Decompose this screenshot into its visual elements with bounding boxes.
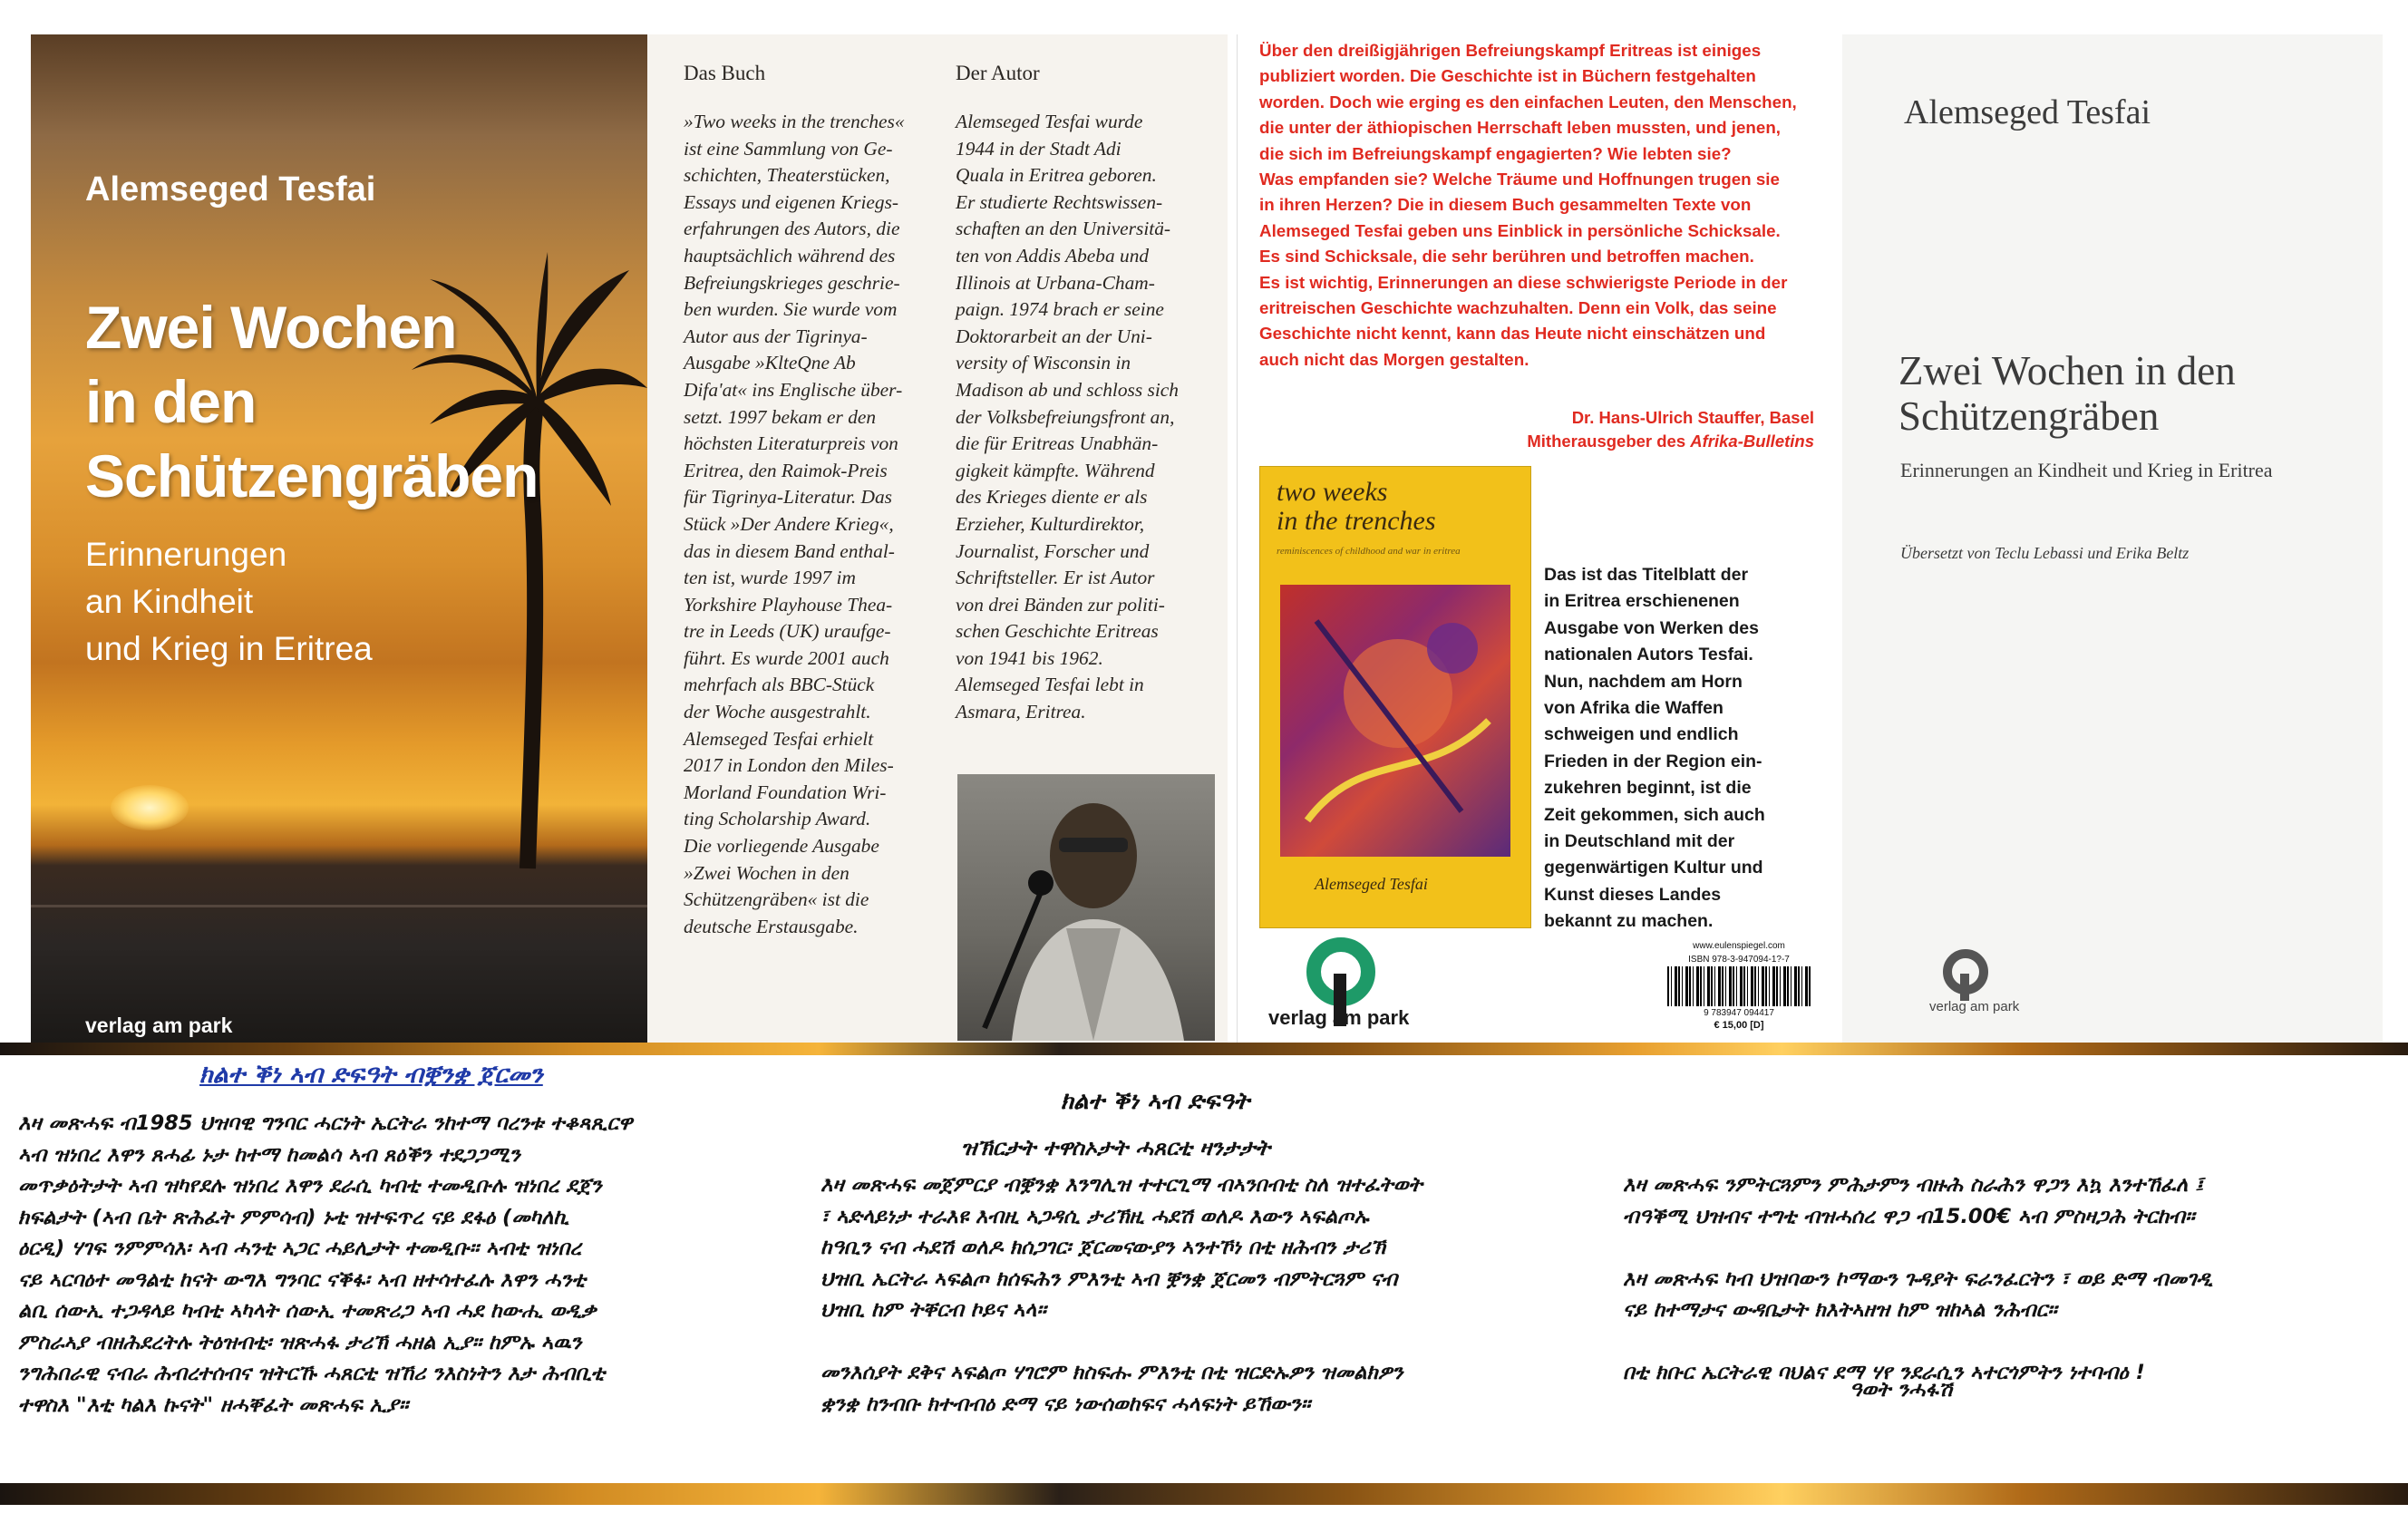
signature-role-prefix: Mitherausgeber des [1527,432,1691,451]
author-bio: Alemseged Tesfai wurde 1944 in der Stadt Adi Quala in Eritrea geboren. Er studierte Rechtswissen- schaften an den Universitä- ten von Addis Abeba und Illinois at Urbana-Cham- paign. 1974 brach er seine Doktorarbeit an der Uni- versity of Wisconsin in Madison ab und schloss sich der Volksbefreiungsfront an, die für Eritreas Unabhän- gigkeit kämpfte. Während des Krieges diente er als Erzieher, Kulturdirektor, Journalist, Forscher und Schriftsteller. Er ist Autor von drei Bänden zur politi- schen Geschichte Eritreas von 1941 bis 1962. Alemseged Tesfai lebt in Asmara, Eritrea. [956,111,1179,723]
title-page-logo-icon [1929,946,2038,1037]
inner-book-subtitle: reminiscences of childhood and war in eritrea [1277,546,1461,557]
author-heading: Der Autor [956,62,1040,84]
front-cover [31,34,647,1048]
title-page-publisher: verlag am park [1929,999,2020,1014]
author-silhouette-icon [957,774,1215,1041]
signature-role-italic: Afrika-Bulletins [1690,432,1814,451]
book-heading: Das Buch [684,62,766,84]
isbn-text: ISBN 978-3-947094-1?-7 [1688,955,1790,965]
signature-name: Dr. Hans-Ulrich Stauffer, Basel [1571,408,1814,427]
tigrinya-subheading: ዝኽርታት ተዋስኦታት ሓጸርቲ ዛንታታት [961,1135,1270,1160]
title-page-author: Alemseged Tesfai [1904,93,2151,131]
cover-title-line: Schützengräben [85,442,539,509]
back-publisher-name: verlag am park [1268,1006,1410,1029]
title-page-title [1898,348,2370,439]
cover-subtitle-line: an Kindheit [85,583,254,620]
isbn-barcode [1662,941,1816,1043]
eritrean-edition-cover [1259,466,1531,928]
back-quote: Über den dreißigjährigen Befreiungskampf Eritreas ist einiges publiziert worden. Die Geschichte ist in Büchern festgehalten worden. Doch wie erging es den einfachen Leuten, den Menschen, die unter der äthiopischen Herrschaft leben mussten, und jenen, die sich im Befreiungskampf engagierten? Wie lebten sie? Was empfanden sie? Welche Träume und Hoffnungen trugen sie in ihren Herzen? Die in diesem Buch gesammelten Texte von Alemseged Tesfai geben uns Einblick in persönliche Schicksale. Es sind Schicksale, die sehr berühren und betroffen machen. Es ist wichtig, Erinnerungen an diese schwierigste Periode in der eritreischen Geschichte wachzuhalten. Denn ein Volk, das seine Geschichte nicht kennt, kann das Heute nicht einschätzen und auch nicht das Morgen gestalten. [1259,41,1797,369]
inner-book-title-line: in the trenches [1277,506,1436,536]
title-page-subtitle: Erinnerungen an Kindheit und Krieg in Eritrea [1900,459,2273,481]
cover-subtitle-line: und Krieg in Eritrea [85,630,373,667]
title-page-title-line: Schützengräben [1898,393,2160,439]
title-page [1842,34,2383,1048]
publisher-website: www.eulenspiegel.com [1693,941,1785,951]
title-page-title-line: Zwei Wochen in den [1898,348,2236,393]
book-description: »Two weeks in the trenches« ist eine Sammlung von Ge- schichten, Theaterstücken, Essays und eigenen Kriegs- erfahrungen des Autors, die hauptsächlich während des Befreiungskrieges geschrie- ben wurden. Sie wurde vom Autor aus der Tigrinya- Ausgabe »KlteQne Ab Difa'at« ins Englische über- setzt. 1997 bekam er den höchsten Literaturpreis von Eritrea, den Raimok-Preis für Tigrinya-Literatur. Das Stück »Der Andere Krieg«, das in diesem Band enthal- ten ist, wurde 1997 im Yorkshire Playhouse Thea- tre in Leeds (UK) uraufge- führt. Es wurde 2001 auch mehrfach als BBC-Stück der Woche ausgestrahlt. Alemseged Tesfai erhielt 2017 in London den Miles- Morland Foundation Wri- ting Scholarship Award. Die vorliegende Ausgabe »Zwei Wochen in den Schützengräben« ist die deutsche Erstausgabe. [684,111,905,937]
cover-title-line: Zwei Wochen [85,294,457,361]
price-label: € 15,00 [D] [1714,1020,1764,1031]
cover-subtitle [85,531,373,673]
inner-book-title [1277,478,1436,536]
back-caption: Das ist das Titelblatt der in Eritrea erschienenen Ausgabe von Werken des nationalen Autors Tesfai. Nun, nachdem am Horn von Afrika die Waffen schweigen und endlich Frieden in der Region ein- zukehren beginnt, ist die Zeit gekommen, sich auch in Deutschland mit der gegenwärtigen Kultur und Kunst dieses Landes bekannt zu machen. [1544,565,1765,932]
cover-author: Alemseged Tesfai [85,170,376,209]
barcode-bars [1667,966,1811,1006]
cover-publisher: verlag am park [85,1014,233,1037]
cover-subtitle-line: Erinnerungen [85,536,287,573]
cover-title [85,290,538,513]
back-cover [1237,34,1834,1048]
inner-book-author: Alemseged Tesfai [1315,875,1428,893]
sun-graphic [111,785,189,830]
inner-book-artwork [1280,585,1510,857]
decorative-strip-bottom [0,1483,2408,1505]
quote-signature [1452,406,1814,453]
author-photo [957,774,1215,1041]
tigrinya-paragraph-2: እዛ መጽሓፍ መጀምርያ ብቛንቋ እንግሊዝ ተተርጊማ ብኣንበብቲ ስለ ዝተፈትወት ፣ ኣድላይነታ ተራእዩ እብዚ ኣጋዳሲ ታሪኽዚ ሓደሽ ወለዶ እውን ኣፍልጦኡ ከዓቢን ናብ ሓደሽ ወለዶ ክሰጋገር፡ ጀርመናውያን ኣንተኾነ በቲ ዘሕብን ታሪኽ ህዝቢ ኤርትራ ኣፍልጦ ክሰፍሕን ምእንቲ ኣብ ቛንቋ ጀርመን ብምትርጓም ናብ ህዝቢ ከም ትቐርብ ኮይና ኣላ። መንእሰያት ደቅና ኣፍልጦ ሃገሮም ክስፍሑ ምእንቲ በቲ ዝርድኡዎን ዝመልክዎን ቋንቋ ከንብቡ ክተብብዕ ድማ ናይ ነውሰወከፍና ሓላፍነት ይኸውን። [820,1173,1422,1416]
abstract-painting-icon [1280,585,1510,857]
sea-horizon [31,905,647,907]
tigrinya-paragraph-3: እዛ መጽሓፍ ንምትርጓምን ምሕታምን ብዙሕ ስራሕን ዋጋን እኳ እንተኸፈለ ፤ ብዓቕሚ ህዝብና ተግቲ ብዝሓሰረ ዋጋ ብ15.00€ ኣብ ምስዛጋሕ ትርከብ። እዛ መጽሓፍ ካብ ህዝባውን ኮማውን ጉዳያት ፍራንፈርትን ፣ ወይ ድማ ብመገዲ ናይ ከተማታና ውዳቤታት ክእትኣዘዝ ከም ዝከኣል ንሕብር። በቲ ክቡር ኤርትራዊ ባህልና ደማ ሃየ ንደራሲን ኣተርጎምትን ነተባብዕ ! [1623,1173,2213,1384]
tigrinya-paragraph-1: እዛ መጽሓፍ ብ1985 ህዝባዊ ግንባር ሓርነት ኤርትራ ንከተማ ባረንቱ ተቆጻጺርዋ ኣብ ዝነበረ እዋን ጸሓፊ ኑታ ከተማ ከመልሳ ኣብ ጸዕቕን ተደጋጋሚን መጥቃዕትታት ኣብ ዝካየደሉ ዝነበረ እዋን ደራሲ ካብቲ ተመዲቡሉ ዝነበረ ደጀን ክፍልታት (ኣብ ቤት ጽሕፈት ምምሳብ) ኑቲ ዝተፍጥረ ናይ ደፋዕ (መካለኪ ዕርዲ) ሃገፍ ንምምሳእ፡ ኣብ ሓንቲ ኣጋር ሓይሊታት ተመዲቡ። ኣብቲ ዝነበረ ናይ ኣርባዕተ መዓልቲ ከናት ውግእ ግንባር ናቕፋ፡ ኣብ ዘተሳተፈሉ እዋን ሓንቲ ልቢ ሰውኢ ተጋዳላይ ካብቲ ኣካላት ሰውኢ ተመጽሪጋ ኣብ ሓደ ከውሒ ወዲቃ ምስራኣያ ብዘሕደረትሉ ትዕዝብቲ፡ ዝጽሓፋ ታሪኽ ሓዘል ኢያ። ከምኡ ኣዉን ንግሕበራዊ ናብራ ሕብረተሰብና ዝትርኹ ሓጸርቲ ዝኸሪ ንእስነትን እታ ሕብቢቲ ተዋስእ "እቲ ካልእ ኩናት" ዘሓቐፈት መጽሓፍ ኢያ። [18,1111,633,1417]
inside-flap [647,34,1228,1048]
title-page-translators: Übersetzt von Teclu Lebassi und Erika Beltz [1900,544,2190,562]
decorative-strip-top [0,1043,2408,1055]
signature-role [1452,430,1814,453]
tigrinya-heading-2: ክልተ ቕነ ኣብ ድፍዓት [1061,1088,1250,1115]
tigrinya-heading-link[interactable]: ክልተ ቕነ ኣብ ድፍዓት ብቛንቋ ጀርመን [199,1061,543,1089]
book-column [684,62,947,940]
barcode-number: 9 783947 094417 [1704,1008,1774,1018]
author-column [956,62,1219,726]
tigrinya-signature: ዓወት ንሓፋሽ [1850,1378,1953,1402]
cover-title-line: in den [85,368,257,435]
inner-book-title-line: two weeks [1277,477,1388,507]
